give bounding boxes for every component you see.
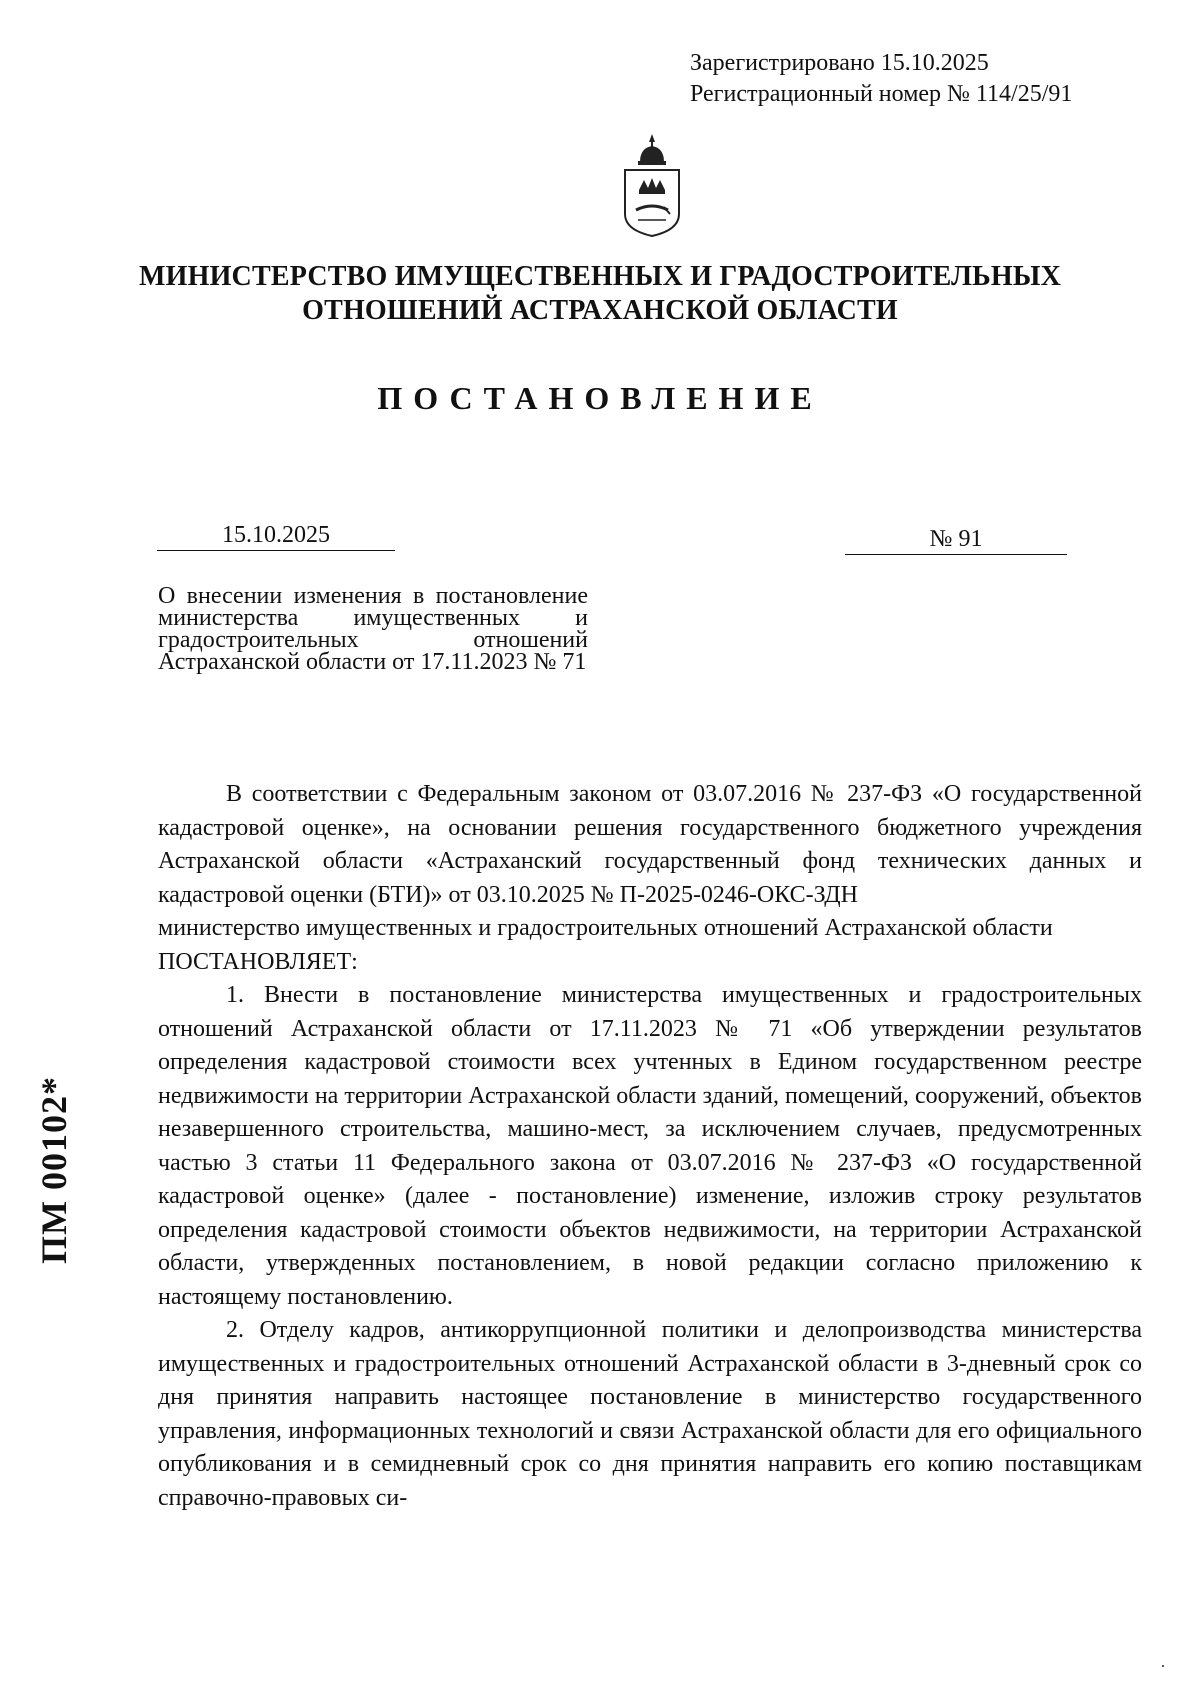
ministry-name-line1: МИНИСТЕРСТВО ИМУЩЕСТВЕННЫХ И ГРАДОСТРОИТЕЛЬНЫХ: [138, 261, 1061, 292]
document-date: 15.10.2025: [157, 520, 395, 551]
ministry-name-line2: ОТНОШЕНИЙ АСТРАХАНСКОЙ ОБЛАСТИ: [302, 295, 898, 326]
registration-number: Регистрационный номер № 114/25/91: [690, 81, 1073, 107]
coat-of-arms-icon: [620, 128, 684, 240]
document-subject: О внесении изменения в постановление министерства имущественных и градостроительных отношений Астраханской области от 17.11.2023 № 71: [158, 583, 588, 675]
item-1-paragraph: 1. Внести в постановление министерства имущественных и градостроительных отношений Астраханской области от 17.11.2023 № 71 «Об утверждении результатов определения кадастровой стоимости всех учтенных в Едином государственном реестре недвижимости на территории Астраханской области зданий, помещений, сооружений, объектов незавершенного строительства, машино-мест, за исключением случаев, предусмотренных частью 3 статьи 11 Федерального закона от 03.07.2016 № 237-ФЗ «О государственной кадастровой оценке» (далее - постановление) изменение, изложив строку результатов определения кадастровой стоимости объектов недвижимости, на территории Астраханской области, утвержденных постановлением, в новой редакции согласно приложению к настоящему постановлению.: [158, 982, 1142, 1310]
enacting-paragraph: министерство имущественных и градостроительных отношений Астраханской области ПОСТАНОВЛЯЕТ:: [158, 915, 1053, 975]
ministry-name: [130, 260, 1070, 328]
scan-speck: [1162, 1665, 1164, 1667]
document-body: [158, 778, 1142, 1515]
registration-stamp: [690, 48, 1072, 110]
document-type-title: ПОСТАНОВЛЕНИЕ: [377, 380, 823, 416]
registration-date: Зарегистрировано 15.10.2025: [690, 50, 989, 76]
item-2-paragraph: 2. Отделу кадров, антикоррупционной политики и делопроизводства министерства имущественных и градостроительных отношений Астраханской области в 3-дневный срок со дня принятия направить настоящее постановление в министерство государственного управления, информационных технологий и связи Астраханской области для его официального опубликования и в семидневный срок со дня принятия направить его копию поставщикам справочно-правовых си-: [158, 1317, 1142, 1511]
preamble-paragraph: В соответствии с Федеральным законом от 03.07.2016 № 237-ФЗ «О государственной кадастровой оценке», на основании решения государственного бюджетного учреждения Астраханской области «Астраханский государственный фонд технических данных и кадастровой оценки (БТИ)» от 03.10.2025 № П-2025-0246-ОКС-ЗДН: [158, 781, 1142, 908]
document-number: № 91: [845, 524, 1067, 555]
side-document-code: ПМ 00102*: [34, 1076, 74, 1264]
